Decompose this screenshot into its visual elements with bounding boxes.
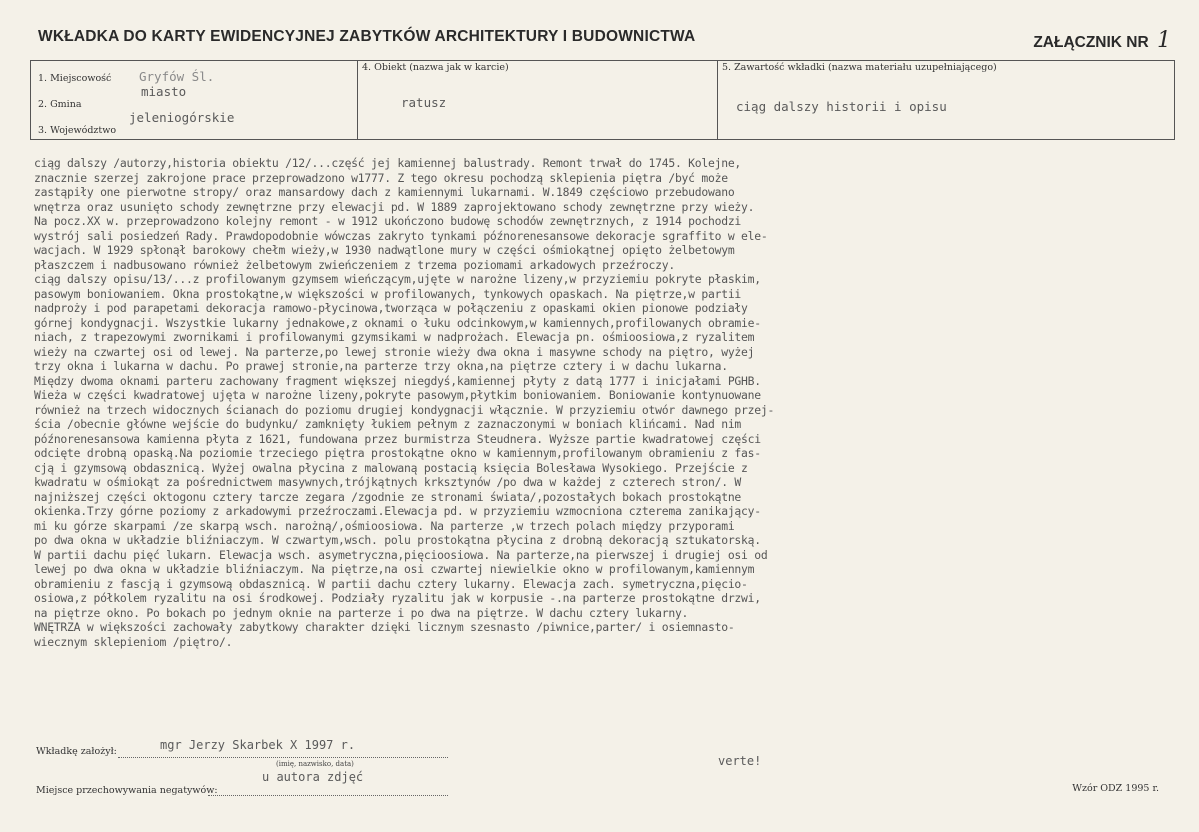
body-line: górnej kondygnacji. Wszystkie lukarny jednakowe,z oknami o łuku odcinkowym,w kamiennych,profilowanych obramie- (34, 315, 761, 330)
body-line: W partii dachu pięć lukarn. Elewacja wsch. asymetryczna,pięcioosiowa. Na parterze,na pierwszej i drugiej osi od (34, 547, 768, 562)
annex-label: ZAŁĄCZNIK NR (1033, 34, 1149, 51)
founder-value: mgr Jerzy Skarbek X 1997 r. (160, 738, 356, 752)
body-line: najniższej części oktogonu cztery tarcze zegara /zgodnie ze stronami świata/,pozostałych bokach prostokątne (34, 489, 742, 504)
body-line: obramieniu z fascją i gzymsową obdasznicą. W partii dachu cztery lukarny. Elewacja zach. symetryczna,pięcio- (34, 576, 748, 591)
body-line: Wieża w części kwadratowej ujęta w narożne lizeny,pokryte pasowym,płytkim boniowaniem. Boniowanie kontynuowane (34, 388, 761, 402)
body-line: wystrój sali posiedzeń Rady. Prawdopodobnie wówczas zakryto tynkami późnorenesansowe dekoracje sgraffito w ele- (34, 228, 768, 243)
body-line: ciąg dalszy /autorzy,historia obiektu /12/...część jej kamiennej balustrady. Remont trwał do 1745. Kolejne, (34, 156, 742, 170)
founder-line (118, 757, 448, 758)
body-line: znacznie szerzej zakrojone prace przeprowadzono w1777. Z tego okresu pochodzą sklepienia piętra /być może (34, 170, 728, 185)
body-line: trzy okna i lukarna w dachu. Po prawej stronie,na parterze trzy okna,na piętrze cztery i w dachu lukarna. (34, 359, 728, 373)
typed-body-text (34, 156, 1174, 649)
body-line: cją i gzymsową obdasznicą. Wyżej owalna płycina z malowaną postacią księcia Bolesława Wysokiego. Przejście z (34, 460, 748, 475)
body-line: Między dwoma oknami parteru zachowany fragment większej niegdyś,kamiennej płyty z datą 1777 i inicjałami PGHB. (34, 373, 761, 388)
body-line: wiecznym sklepieniom /piętro/. (34, 634, 233, 649)
body-line: kwadratu w ośmiokąt za pośrednictwem masywnych,trójkątnych krksztynów /po dwa w każdej z czterech stron/. W (34, 475, 742, 489)
body-line: mi ku górze skarpami /ze skarpą wsch. narożną/,ośmioosiowa. Na parterze ,w trzech polach między przyporami (34, 518, 735, 533)
negatives-label: Miejsce przechowywania negatywów: (36, 785, 218, 796)
body-line: wacjach. W 1929 spłonął barokowy chełm wieży,w 1930 nadwątlone mury w części ośmiokątnej opięto żelbetowym (34, 243, 735, 257)
form-divider-1 (357, 61, 358, 139)
body-line: również na trzech widocznych ścianach do poziomu drugiej kondygnacji włącznie. W przyziemiu otwór dawnego przej- (34, 402, 775, 417)
body-line: odcięte drobną opaską.Na poziomie trzeciego piętra prostokątne okno w kamiennym,profilowanym obramieniu z fas- (34, 446, 761, 460)
object-form-box (30, 60, 1175, 140)
object-value: ratusz (401, 95, 447, 110)
body-line: osiowa,z półkolem ryzalitu na osi środkowej. Podziały ryzalitu jak w korpusie -.na parterze prostokątne drzwi, (34, 591, 761, 605)
body-line: nadproży i pod parapetami dekoracja ramowo-płycinowa,tworząca w połączeniu z opaskami okien pionowe podziały (34, 301, 748, 315)
content-value: ciąg dalszy historii i opisu (736, 99, 947, 114)
body-line: lewej po dwa okna w układzie bliźniaczym. Na piętrze,na osi czwartej niewielkie okno w profilowanym,kamiennym (34, 562, 755, 576)
body-line: niach, z trapezowymi zwornikami i profilowanymi gzymsikami w nadprożach. Elewacja pn. ośmioosiowa,z ryzalitem (34, 330, 755, 344)
negatives-value: u autora zdjęć (262, 770, 364, 784)
form-divider-2 (717, 61, 718, 139)
founder-hint: (imię, nazwisko, data) (276, 760, 354, 768)
body-line: WNĘTRZA w większości zachowały zabytkowy charakter dzięki licznym szesnasto /piwnice,parter/ i osiemnasto- (34, 620, 735, 634)
body-line: wnętrza oraz usunięto schody zewnętrzne przy elewacji pd. W 1889 zaprojektowano schody zewnętrzne przy wieży. (34, 199, 755, 214)
commune-value: miasto (141, 84, 187, 99)
voivodeship-label: 3. Województwo (38, 125, 117, 136)
founder-label: Wkładkę założył: (36, 746, 117, 757)
body-line: późnorenesansowa kamienna płyta z 1621, fundowana przez burmistrza Steudnera. Wyższe partie kwadratowej części (34, 431, 761, 446)
body-line: pasowym boniowaniem. Okna prostokątne,w większości w profilowanych, tynkowych opaskach. Na piętrze,w partii (34, 286, 742, 301)
voivodeship-value: jeleniogórskie (129, 110, 235, 125)
body-line: Na pocz.XX w. przeprowadzono kolejny remont - w 1912 ukończono budowę schodów zewnętrznych, z 1914 pochodzi (34, 214, 742, 228)
body-line: okienka.Trzy górne poziomy z arkadowymi przeźroczami.Elewacja pd. w przyziemiu wzmocniona czterema zanikający- (34, 504, 761, 518)
body-line: ścia /obecnie główne wejście do budynku/ zamknięty łukiem pełnym z zaznaczonymi w boniach klińcami. Nad nim (34, 417, 742, 431)
form-pattern-note: Wzór ODZ 1995 r. (1072, 783, 1159, 794)
body-line: zastąpiły one pierwotne stropy/ oraz mansardowy dach z kamiennymi lukarnami. W.1849 częściowo przebudowano (34, 185, 735, 199)
body-line: płaszczem i nadbusowano również żelbetowym zwieńczeniem z trzema poziomami arkadowych przeźroczy. (34, 257, 675, 272)
negatives-line (208, 795, 448, 796)
object-label: 4. Obiekt (nazwa jak w karcie) (362, 62, 509, 73)
locality-value: Gryfów Śl. (139, 69, 215, 84)
content-label: 5. Zawartość wkładki (nazwa materiału uzupełniającego) (722, 62, 997, 73)
locality-label: 1. Miejscowość (38, 73, 112, 84)
body-line: na piętrze okno. Po bokach po jednym oknie na parterze i po dwa na piętrze. W dachu cztery lukarny. (34, 605, 689, 620)
body-line: ciąg dalszy opisu/13/...z profilowanym gzymsem wieńczącym,ujęte w narożne lizeny,w przyziemiu pokryte płaskim, (34, 272, 761, 286)
verte-note: verte! (718, 754, 762, 768)
document-title: WKŁADKA DO KARTY EWIDENCYJNEJ ZABYTKÓW ARCHITEKTURY I BUDOWNICTWA (38, 28, 696, 45)
body-line: wieży na czwartej osi od lewej. Na parterze,po lewej stronie wieży dwa okna i masywne schody na piętro, wyżej (34, 344, 755, 359)
body-line: po dwa okna w układzie bliźniaczym. W czwartym,wsch. polu prostokątna płycina z drobną dekoracją sztukatorską. (34, 533, 761, 547)
commune-label: 2. Gmina (38, 99, 82, 110)
annex-number: 1 (1157, 28, 1171, 53)
annex-number-label (1033, 28, 1171, 53)
